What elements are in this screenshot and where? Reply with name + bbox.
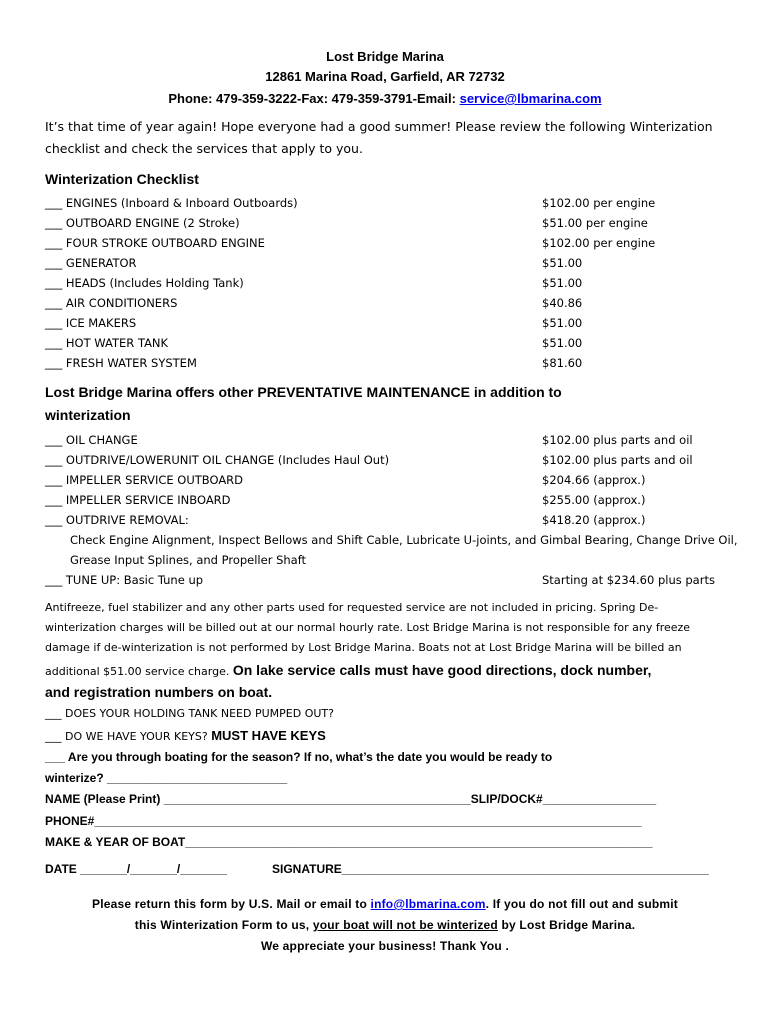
disclaimer-line-4 <box>45 660 735 682</box>
keys-question[interactable] <box>45 726 326 747</box>
holding-tank-question[interactable]: ___ DOES YOUR HOLDING TANK NEED PUMPED OUT? <box>45 707 334 720</box>
winterization-item-row[interactable] <box>45 213 735 233</box>
winterization-item-row[interactable] <box>45 253 735 273</box>
tuneup-price: Starting at $234.60 plus parts <box>542 573 715 587</box>
maintenance-title-1: Lost Bridge Marina offers other PREVENTATIVE MAINTENANCE in addition to <box>45 384 562 400</box>
winterization-item-label: ___ FRESH WATER SYSTEM <box>45 356 197 370</box>
lake-service-note: On lake service calls must have good directions, dock number, <box>232 662 652 678</box>
registration-note: and registration numbers on boat. <box>45 684 273 700</box>
keys-question-text: ___ DO WE HAVE YOUR KEYS? <box>45 730 212 743</box>
maintenance-item-row[interactable] <box>45 510 735 530</box>
maintenance-item-price: $102.00 plus parts and oil <box>542 433 693 447</box>
info-email-link[interactable]: info@lbmarina.com <box>370 897 486 911</box>
maintenance-item-price: $102.00 plus parts and oil <box>542 453 693 467</box>
maintenance-item-label: ___ IMPELLER SERVICE INBOARD <box>45 493 231 507</box>
disclaimer-line-5 <box>45 682 735 704</box>
winterization-item-label: ___ HEADS (Includes Holding Tank) <box>45 276 244 290</box>
winterization-item-label: ___ FOUR STROKE OUTBOARD ENGINE <box>45 236 265 250</box>
maintenance-title-2: winterization <box>45 407 131 423</box>
winterization-item-price: $40.86 <box>542 296 583 310</box>
signature-field[interactable]: SIGNATURE_______________________________________________________ <box>272 862 709 876</box>
winterization-item-label: ___ ICE MAKERS <box>45 316 137 330</box>
maintenance-item-price: $255.00 (approx.) <box>542 493 646 507</box>
winterization-item-label: ___ HOT WATER TANK <box>45 336 169 350</box>
intro-line-1: It’s that time of year again! Hope everyone had a good summer! Please review the following Winterization <box>45 119 713 134</box>
maintenance-item-row[interactable] <box>45 470 735 490</box>
winterization-item-price: $81.60 <box>542 356 583 370</box>
boat-field[interactable]: MAKE & YEAR OF BOAT______________________________________________________________________ <box>45 835 653 849</box>
must-have-keys: MUST HAVE KEYS <box>211 728 326 743</box>
winterization-item-price: $51.00 per engine <box>542 216 648 230</box>
footer-marina-text: by Lost Bridge Marina. <box>497 918 636 932</box>
winterization-item-row[interactable] <box>45 273 735 293</box>
winterization-title: Winterization Checklist <box>45 171 199 187</box>
season-question-line-2[interactable]: winterize? ___________________________ <box>45 771 288 785</box>
winterization-item-row[interactable] <box>45 293 735 313</box>
marina-address: 12861 Marina Road, Garfield, AR 72732 <box>265 69 505 84</box>
footer-line-2 <box>0 918 770 932</box>
intro-line-2: checklist and check the services that apply to you. <box>45 141 363 156</box>
service-email-link[interactable]: service@lbmarina.com <box>459 91 602 106</box>
maintenance-item-label: ___ IMPELLER SERVICE OUTBOARD <box>45 473 244 487</box>
footer-warning: your boat will not be winterized <box>312 918 498 932</box>
footer-thanks: We appreciate your business! Thank You . <box>260 939 510 953</box>
footer-submit-text: . If you do not fill out and submit <box>485 897 678 911</box>
maintenance-item-row[interactable] <box>45 490 735 510</box>
winterization-item-row[interactable] <box>45 193 735 213</box>
winterization-item-row[interactable] <box>45 353 735 373</box>
winterization-item-row[interactable] <box>45 233 735 253</box>
winterization-item-label: ___ ENGINES (Inboard & Inboard Outboards) <box>45 196 298 210</box>
disclaimer-line-2: winterization charges will be billed out at our normal hourly rate. Lost Bridge Marina is not responsible for any freeze <box>45 621 691 634</box>
date-field[interactable]: DATE _______/_______/_______ <box>45 862 227 876</box>
winterization-item-price: $51.00 <box>542 316 583 330</box>
winterization-item-label: ___ AIR CONDITIONERS <box>45 296 178 310</box>
winterization-item-price: $51.00 <box>542 336 583 350</box>
winterization-item-price: $51.00 <box>542 276 583 290</box>
footer-return-text: Please return this form by U.S. Mail or email to <box>92 897 371 911</box>
winterization-item-label: ___ GENERATOR <box>45 256 137 270</box>
winterization-item-price: $102.00 per engine <box>542 236 656 250</box>
maintenance-item-label: ___ OIL CHANGE <box>45 433 138 447</box>
contact-phone-fax: Phone: 479-359-3222-Fax: 479-359-3791-Email: <box>168 91 460 106</box>
winterization-item-row[interactable] <box>45 313 735 333</box>
contact-line <box>0 91 770 106</box>
maintenance-item-row[interactable] <box>45 450 735 470</box>
marina-name: Lost Bridge Marina <box>326 49 444 64</box>
maintenance-item-label: ___ OUTDRIVE REMOVAL: <box>45 513 189 527</box>
phone-field[interactable]: PHONE#__________________________________________________________________________________ <box>45 814 642 828</box>
disclaimer-line-3: damage if de-winterization is not performed by Lost Bridge Marina. Boats not at Lost Bridge Marina will be billed an <box>45 641 682 654</box>
winterization-item-row[interactable] <box>45 333 735 353</box>
maintenance-item-label: ___ OUTDRIVE/LOWERUNIT OIL CHANGE (Includes Haul Out) <box>45 453 390 467</box>
maintenance-item-price: $204.66 (approx.) <box>542 473 646 487</box>
tuneup-label: ___ TUNE UP: Basic Tune up <box>45 573 204 587</box>
removal-note-line-2: Grease Input Splines, and Propeller Shaft <box>70 553 307 567</box>
winterization-item-price: $51.00 <box>542 256 583 270</box>
footer-line-1 <box>0 897 770 911</box>
name-slip-field[interactable]: NAME (Please Print) ______________________________________________SLIP/DOCK#_________________ <box>45 792 657 806</box>
maintenance-item-row[interactable] <box>45 430 735 450</box>
maintenance-item-price: $418.20 (approx.) <box>542 513 646 527</box>
tuneup-row[interactable] <box>45 570 735 590</box>
disclaimer-line-1: Antifreeze, fuel stabilizer and any other parts used for requested service are not included in pricing. Spring De- <box>45 601 659 614</box>
footer-form-text: this Winterization Form to us, <box>134 918 313 932</box>
winterization-item-price: $102.00 per engine <box>542 196 656 210</box>
season-question-line-1[interactable]: ___ Are you through boating for the season? If no, what’s the date you would be ready to <box>45 750 553 764</box>
removal-note-line-1: Check Engine Alignment, Inspect Bellows and Shift Cable, Lubricate U-joints, and Gimbal Bearing, Change Drive Oil, <box>70 533 738 547</box>
winterization-item-label: ___ OUTBOARD ENGINE (2 Stroke) <box>45 216 240 230</box>
service-charge-text: additional $51.00 service charge. <box>45 665 233 678</box>
